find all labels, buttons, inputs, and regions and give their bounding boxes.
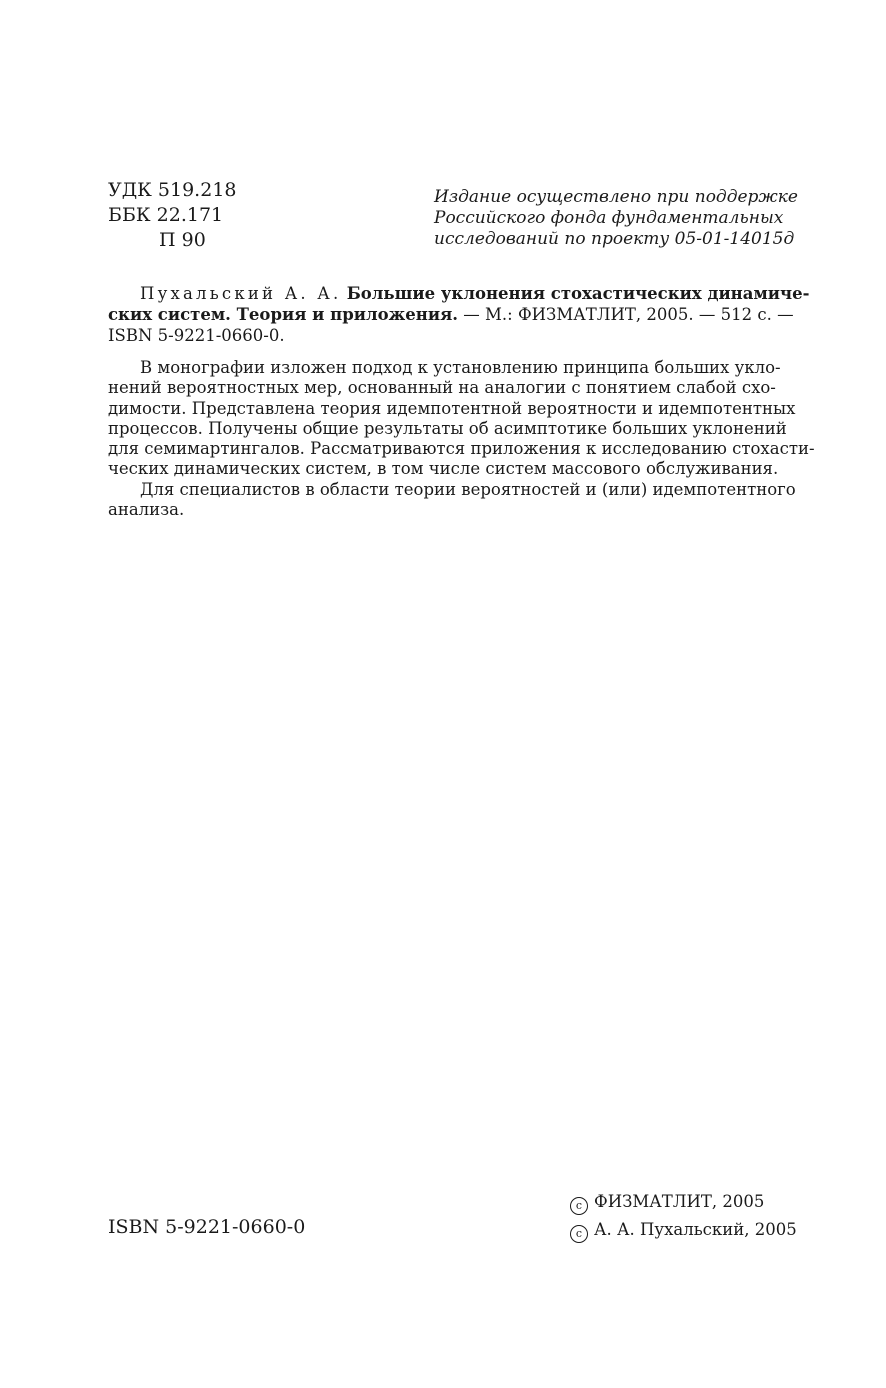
abstract-line: димости. Представлена теория идемпотентной вероятности и идемпотентных [108,398,796,418]
copyright-publisher-line [570,1188,772,1216]
copyright-author: А. А. Пухальский, 2005 [594,1220,797,1239]
copyright-icon: c [570,1225,588,1243]
author-name: Пухальский А. А. [140,284,342,303]
bbk-code: ББК 22.171 [108,204,224,226]
support-note-line: исследований по проекту 05-01-14015д [434,229,795,249]
biblio-line-2 [108,304,794,325]
book-title-part-2: ских систем. Теория и приложения. [108,305,459,324]
copyright-icon: c [570,1197,588,1215]
copyright-block [570,1188,797,1244]
abstract-line: анализа. [108,500,185,520]
book-title-part-1: Большие уклонения стохастических динамиче- [346,284,810,303]
bibliographic-record [108,283,810,346]
udk-code: УДК 519.218 [108,179,237,201]
abstract-line: Для специалистов в области теории вероятностей и (или) идемпотентного [140,479,796,499]
author-mark: П 90 [159,229,206,251]
biblio-line-1 [108,283,810,304]
abstract [108,358,815,520]
support-note [434,187,798,250]
support-note-line: Российского фонда фундаментальных [434,208,784,228]
biblio-isbn: ISBN 5-9221-0660-0. [108,326,285,345]
support-note-line: Издание осуществлено при поддержке [434,187,798,207]
classification-codes [108,178,237,253]
isbn-footer: ISBN 5-9221-0660-0 [108,1216,306,1238]
copyright-author-line [570,1216,797,1244]
abstract-line: В монографии изложен подход к установлению принципа больших укло- [140,358,781,377]
publisher-info: — М.: ФИЗМАТЛИТ, 2005. — 512 с. — [463,305,794,324]
copyright-publisher: ФИЗМАТЛИТ, 2005 [594,1192,765,1211]
abstract-line: нений вероятностных мер, основанный на аналогии с понятием слабой схо- [108,378,776,398]
abstract-line: процессов. Получены общие результаты об асимптотике больших уклонений [108,418,787,438]
abstract-line: ческих динамических систем, в том числе систем массового обслуживания. [108,459,779,479]
abstract-line: для семимартингалов. Рассматриваются приложения к исследованию стохасти- [108,439,815,459]
